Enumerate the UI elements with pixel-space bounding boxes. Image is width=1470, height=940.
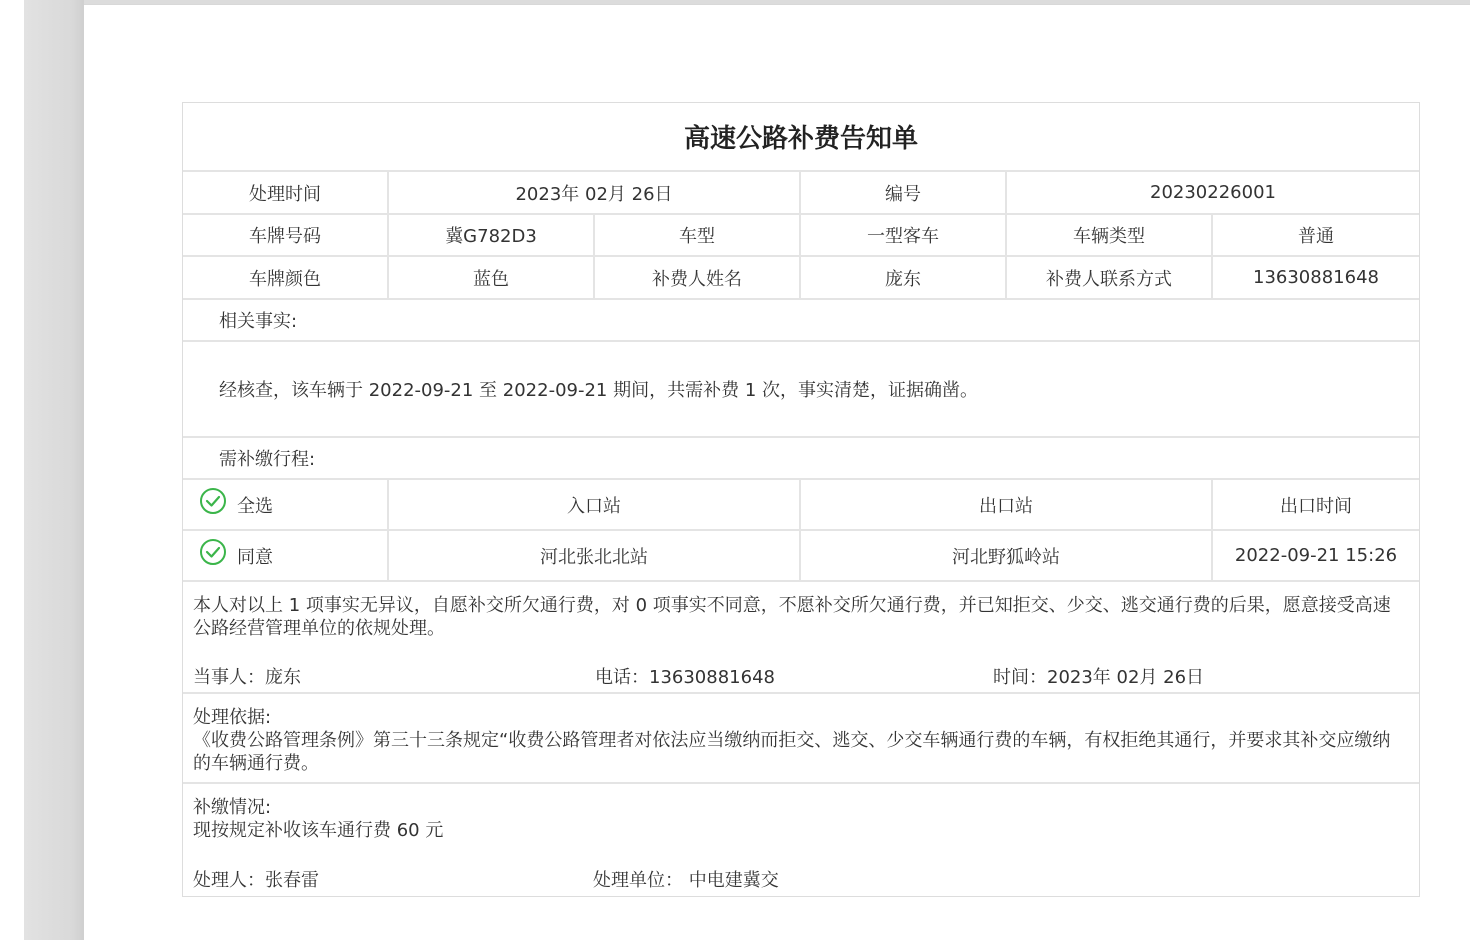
- party-name: 当事人：庞东: [193, 667, 301, 688]
- model-label: 车型: [595, 215, 801, 255]
- trips-header-row: [183, 480, 1419, 531]
- trips-label: 需补缴行程:: [219, 449, 316, 470]
- check-circle-icon: [199, 538, 227, 566]
- toll-notice-form: [182, 102, 1420, 897]
- info-row-time: [183, 172, 1419, 215]
- info-row-plate: [183, 215, 1419, 257]
- facts-text: 经核查，该车辆于 2022-09-21 至 2022-09-21 期间，共需补费 1 次，事实清楚，证据确凿。: [219, 380, 978, 401]
- payer-name-value: 庞东: [801, 257, 1007, 298]
- payer-contact-label: 补费人联系方式: [1007, 257, 1213, 298]
- page-shadow: [24, 0, 84, 940]
- select-all-toggle[interactable]: [183, 480, 389, 529]
- processing-time-label: 处理时间: [183, 172, 389, 213]
- statement-row: [183, 582, 1419, 694]
- handler-name: 处理人：张春雷: [193, 870, 319, 891]
- vehicle-type-value: 普通: [1298, 226, 1334, 247]
- plate-value: 冀G782D3: [389, 215, 595, 255]
- payer-contact-value: 13630881648: [1253, 267, 1379, 288]
- left-gutter: [0, 0, 24, 940]
- serial-value: 20230226001: [1150, 182, 1276, 203]
- party-time: 时间：2023年 02月 26日: [993, 667, 1205, 688]
- info-row-payer: [183, 257, 1419, 300]
- vehicle-type-label: 车辆类型: [1007, 215, 1213, 255]
- plate-color-label: 车牌颜色: [183, 257, 389, 298]
- basis-label: 处理依据:: [193, 707, 272, 728]
- title-row: [183, 103, 1419, 172]
- plate-color-value: 蓝色: [389, 257, 595, 298]
- trips-label-row: [183, 438, 1419, 480]
- payment-text: 现按规定补收该车通行费 60 元: [193, 820, 444, 841]
- handling-unit: 处理单位： 中电建冀交: [593, 870, 779, 891]
- party-phone: 电话：13630881648: [595, 667, 775, 688]
- basis-row: [183, 694, 1419, 784]
- processing-time-value: 2023年 02月 26日: [389, 172, 801, 213]
- check-circle-icon: [199, 487, 227, 515]
- trip-agree-toggle[interactable]: [183, 531, 389, 580]
- basis-text: 《收费公路管理条例》第三十三条规定“收费公路管理者对依法应当缴纳而拒交、逃交、少交车辆通行费的车辆，有权拒绝其通行，并要求其补交应缴纳的车辆通行费。: [193, 730, 1391, 774]
- plate-label: 车牌号码: [183, 215, 389, 255]
- facts-label-row: [183, 300, 1419, 342]
- header-exit-time: 出口时间: [1280, 495, 1352, 517]
- payment-label: 补缴情况:: [193, 797, 272, 818]
- trip-exit-station: 河北野狐岭站: [801, 531, 1213, 580]
- form-title: 高速公路补费告知单: [683, 124, 918, 154]
- trip-entry-station: 河北张北北站: [389, 531, 801, 580]
- serial-label: 编号: [801, 172, 1007, 213]
- model-value: 一型客车: [801, 215, 1007, 255]
- facts-label: 相关事实:: [219, 311, 298, 332]
- header-entry-station: 入口站: [389, 480, 801, 529]
- trip-row: [183, 531, 1419, 582]
- header-exit-station: 出口站: [801, 480, 1213, 529]
- select-all-label: 全选: [237, 495, 273, 517]
- statement-text: 本人对以上 1 项事实无异议，自愿补交所欠通行费，对 0 项事实不同意，不愿补交所欠通行费，并已知拒交、少交、逃交通行费的后果，愿意接受高速公路经营管理单位的依规处理。: [193, 595, 1391, 639]
- payment-row: [183, 784, 1419, 898]
- payer-name-label: 补费人姓名: [595, 257, 801, 298]
- trip-agree-label: 同意: [237, 546, 273, 568]
- trip-exit-time: 2022-09-21 15:26: [1234, 545, 1398, 566]
- facts-text-row: [183, 342, 1419, 438]
